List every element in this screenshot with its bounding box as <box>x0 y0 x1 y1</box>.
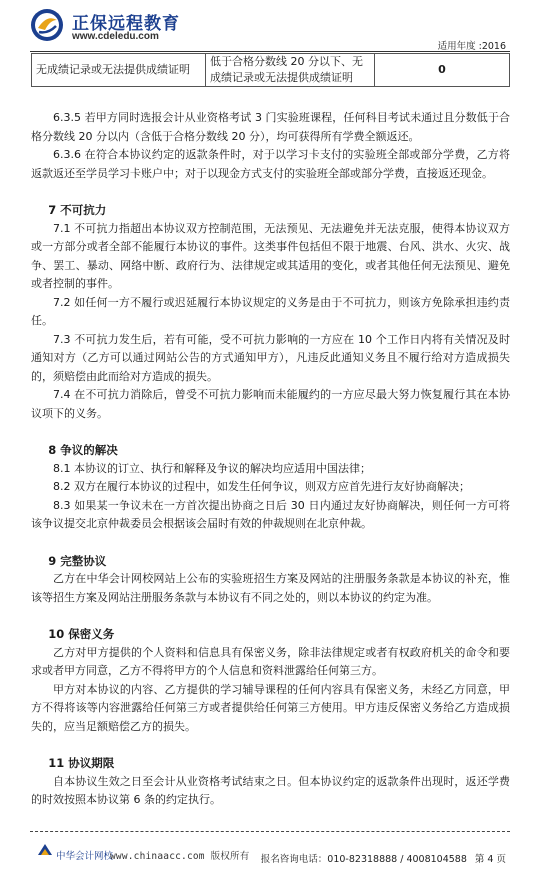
footer-site-name: 中华会计网校 <box>56 851 114 862</box>
section-10-title: 10 保密义务 <box>48 627 115 641</box>
section-11-title: 11 协议期限 <box>48 756 115 770</box>
clause-11: 自本协议生效之日至会计从业资格考试结束之日。但本协议约定的返款条件出现时，返还学费的时效按照本协议第 6 条的约定执行。 <box>31 774 510 806</box>
clause-6-3-6: 6.3.6 在符合本协议约定的返款条件时，对于以学习卡支付的实验班全部或部分学费，乙方将返款返还至学员学习卡账户中；对于以现金方式支付的实验班全部或部分学费，直接返还现金。 <box>31 148 510 180</box>
page-number: 第 4 页 <box>474 854 506 865</box>
clause-8-1: 8.1 本协议的订立、执行和解释及争议的解决均应适用中国法律； <box>53 461 371 475</box>
clause-8-3: 8.3 如果某一争议未在一方首次提出协商之日后 30 日内通过友好协商解决，则任何一方可将该争议提交北京仲裁委员会根据该会届时有效的仲裁规则在北京仲裁。 <box>31 498 510 530</box>
clause-8-2: 8.2 双方在履行本协议的过程中，如发生任何争议，则双方应首先进行友好协商解决； <box>53 480 470 493</box>
clause-7-3: 7.3 不可抗力发生后，若有可能，受不可抗力影响的一方应在 10 个工作日内将有关情况及时通知对方（乙方可以通过网站公告的方式通知甲方），凡违反此通知义务且不履行给对方造成损失的，须赔偿由此而给对方造成的损失。 <box>31 332 510 383</box>
section-9-title: 9 完整协议 <box>48 553 107 568</box>
page-header <box>0 0 540 52</box>
agreement-body <box>31 109 510 810</box>
footer-divider <box>30 831 510 832</box>
section-8-title: 8 争议的解决 <box>48 443 118 457</box>
clause-7-1: 7.1 不可抗力指超出本协议双方控制范围，无法预见、无法避免并无法克服，使得本协议双方或一方部分或者全部不能履行本协议的事件。这类事件包括但不限于地震、台风、洪水、火灾、战争、罢工、暴动、网络中断、政府行为、法律规定或其适用的变化，或者其他任何无法预见、避免或者控制的事件。 <box>31 221 510 290</box>
clause-6-3-5: 6.3.5 若甲方同时选报会计从业资格考试 3 门实验班课程，任何科目考试未通过且分数低于合格分数线 20 分以内（含低于合格分数线 20 分），均可获得所有学费全额返还。 <box>31 111 510 143</box>
table-row <box>32 54 510 87</box>
table-cell-score: 低于合格分数线 20 分以下、无成绩记录或无法提供成绩证明 <box>206 54 375 87</box>
footer-contact <box>261 851 506 865</box>
clause-10-b: 甲方对本协议的内容、乙方提供的学习辅导课程的任何内容具有保密义务，未经乙方同意，甲方不得将该等内容泄露给任何第三方或者提供给任何第三方使用。甲方违反保密义务给乙方造成损失的，应当足额赔偿乙方的损失。 <box>31 682 510 733</box>
footer-hotline: 报名咨询电话：010-82318888 / 4008104588 <box>260 854 467 865</box>
clause-7-4: 7.4 在不可抗力消除后，曾受不可抗力影响而未能履约的一方应尽最大努力恢复履行其在本协议项下的义务。 <box>31 388 510 420</box>
brand-logo-icon <box>30 8 64 42</box>
table-cell-condition: 无成绩记录或无法提供成绩证明 <box>32 54 206 87</box>
chinaacc-logo-icon <box>36 841 54 859</box>
clause-9: 乙方在中华会计网校网站上公布的实验班招生方案及网站的注册服务条款是本协议的补充，惟该等招生方案及网站注册服务条款与本协议有不同之处的，则以本协议的约定为准。 <box>31 572 510 604</box>
footer-copyright: www.chinaacc.com 版权所有 <box>110 851 250 862</box>
section-7-title: 7 不可抗力 <box>48 203 107 217</box>
applicable-year: 适用年度 :2016 <box>437 41 506 52</box>
refund-table <box>31 53 510 87</box>
brand-name: 正保远程教育 <box>72 14 180 34</box>
table-cell-refund: 0 <box>375 54 510 87</box>
header-divider <box>30 51 510 52</box>
clause-7-2: 7.2 如任何一方不履行或迟延履行本协议规定的义务是由于不可抗力，则该方免除承担违约责任。 <box>31 295 510 327</box>
brand-url: www.cdeledu.com <box>72 31 159 42</box>
clause-10-a: 乙方对甲方提供的个人资料和信息具有保密义务，除非法律规定或者有权政府机关的命令和要求或者甲方同意，乙方不得将甲方的个人信息和资料泄露给任何第三方。 <box>31 645 510 677</box>
